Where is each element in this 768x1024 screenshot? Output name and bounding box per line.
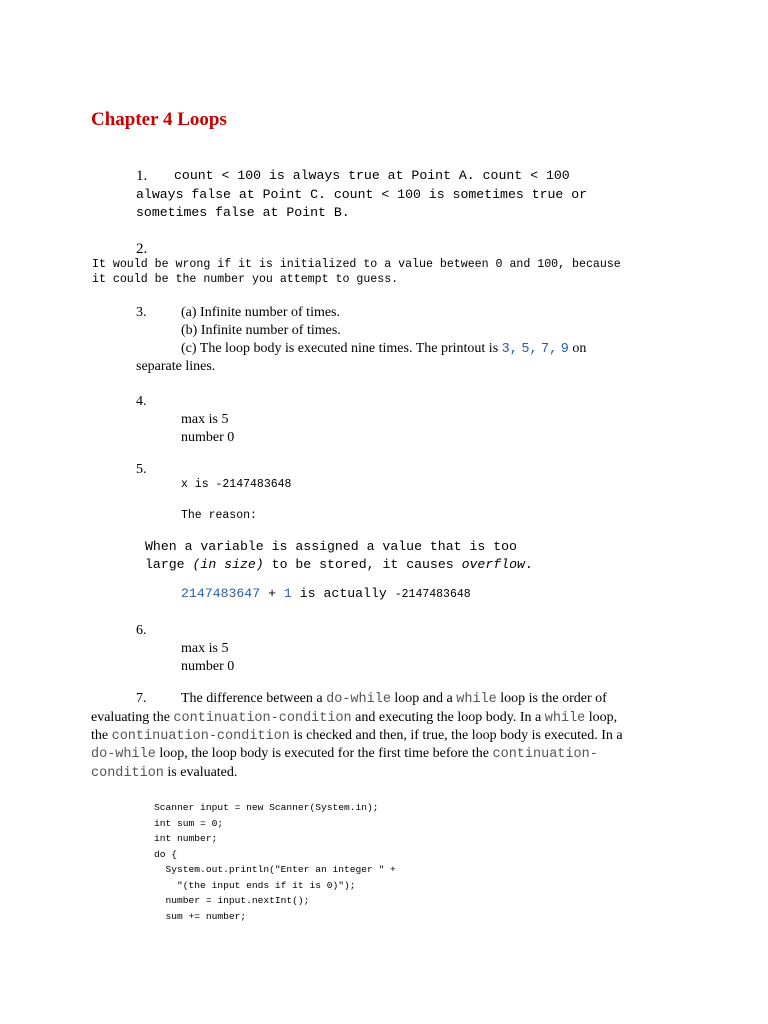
q5-calc xyxy=(181,586,471,601)
q1-line-3: sometimes false at Point B. xyxy=(136,205,350,220)
q3-part-c-post: on xyxy=(572,341,587,356)
q6-line-2: number 0 xyxy=(181,659,235,674)
q7-number: 7. xyxy=(136,691,147,706)
q3-value: 7, xyxy=(541,342,558,357)
q7-line-1 xyxy=(181,690,607,709)
q7-code: while xyxy=(456,692,497,707)
q7-line-3 xyxy=(91,727,623,746)
q1-number: 1. xyxy=(136,168,148,184)
q7-code: continuation- xyxy=(492,747,598,762)
q3-part-a: (a) Infinite number of times. xyxy=(181,305,341,320)
q7-line-4 xyxy=(91,745,598,764)
q5-calc-one: 1 xyxy=(283,586,292,601)
q5-explain-emphasis: overflow xyxy=(461,557,525,572)
q5-explain-text: large xyxy=(145,557,185,572)
q5-calc-result: -2147483648 xyxy=(394,588,471,601)
q6-line-1: max is 5 xyxy=(181,641,229,656)
code-block xyxy=(154,800,396,924)
q5-explain-emphasis: (in size) xyxy=(192,557,264,572)
q3-value: 5, xyxy=(521,342,538,357)
q6-number: 6. xyxy=(136,623,147,638)
q7-code: continuation-condition xyxy=(173,711,352,726)
q4-line-2: number 0 xyxy=(181,430,235,445)
q2-number: 2. xyxy=(136,241,148,257)
q7-code: do-while xyxy=(326,692,391,707)
q5-explain-line-2 xyxy=(145,557,533,572)
code-line: "(the input ends if it is 0)"); xyxy=(154,879,356,891)
page-title: Chapter 4 Loops xyxy=(91,109,227,130)
q3-value: 9 xyxy=(560,342,569,357)
q5-explain-line-1: When a variable is assigned a value that is too xyxy=(145,539,517,554)
q4-number: 4. xyxy=(136,394,147,409)
q3-part-c-text: (c) The loop body is executed nine times. The printout is xyxy=(181,341,499,356)
q4-line-1: max is 5 xyxy=(181,412,229,427)
q5-calc-text: is actually xyxy=(299,586,387,601)
q7-text: loop, the loop body is executed for the first time before the xyxy=(159,746,489,761)
q5-reason-label: The reason: xyxy=(181,509,257,522)
q7-text: the xyxy=(91,728,109,743)
q3-part-c xyxy=(181,340,586,359)
q7-text: loop and a xyxy=(394,691,453,706)
q1-line-2: always false at Point C. count < 100 is sometimes true or xyxy=(136,186,588,202)
q2-line-2: it could be the number you attempt to guess. xyxy=(92,273,399,286)
q3-value: 3, xyxy=(501,342,518,357)
q5-calc-plus: + xyxy=(268,586,276,601)
q7-text: is evaluated. xyxy=(167,765,238,780)
q7-text: evaluating the xyxy=(91,710,170,725)
code-line: do { xyxy=(154,848,178,860)
code-line: int sum = 0; xyxy=(154,817,224,829)
q7-code: while xyxy=(544,711,586,726)
code-line: System.out.println("Enter an integer " + xyxy=(154,864,396,875)
q3-part-c-line-2: separate lines. xyxy=(136,359,216,374)
q3-part-b: (b) Infinite number of times. xyxy=(181,323,341,338)
q2-line-1: It would be wrong if it is initialized to a value between 0 and 100, because xyxy=(92,258,621,271)
q5-result: x is -2147483648 xyxy=(181,478,292,491)
q7-text: The difference between a xyxy=(181,691,323,706)
q7-text: and executing the loop body. In a xyxy=(355,710,542,725)
code-line: number = input.nextInt(); xyxy=(154,895,310,906)
q7-line-2 xyxy=(91,709,617,728)
q1-line-1: count < 100 is always true at Point A. count < 100 xyxy=(174,168,570,183)
q3-number: 3. xyxy=(136,305,147,320)
q7-text: loop, xyxy=(588,710,618,725)
q7-code: continuation-condition xyxy=(111,729,290,744)
q7-line-5 xyxy=(91,764,237,783)
q7-text: loop is the order of xyxy=(500,691,607,706)
code-line: sum += number; xyxy=(154,910,247,922)
code-line: Scanner input = new Scanner(System.in); xyxy=(154,802,379,813)
q5-explain-text: to be stored, it causes xyxy=(271,557,454,572)
q5-number: 5. xyxy=(136,462,147,477)
q5-explain-period: . xyxy=(524,557,533,572)
q7-code: condition xyxy=(91,766,164,781)
q5-calc-max-int: 2147483647 xyxy=(181,586,261,601)
q7-code: do-while xyxy=(91,747,156,762)
q7-text: is checked and then, if true, the loop body is executed. In a xyxy=(293,728,623,743)
code-line: int number; xyxy=(154,833,218,844)
